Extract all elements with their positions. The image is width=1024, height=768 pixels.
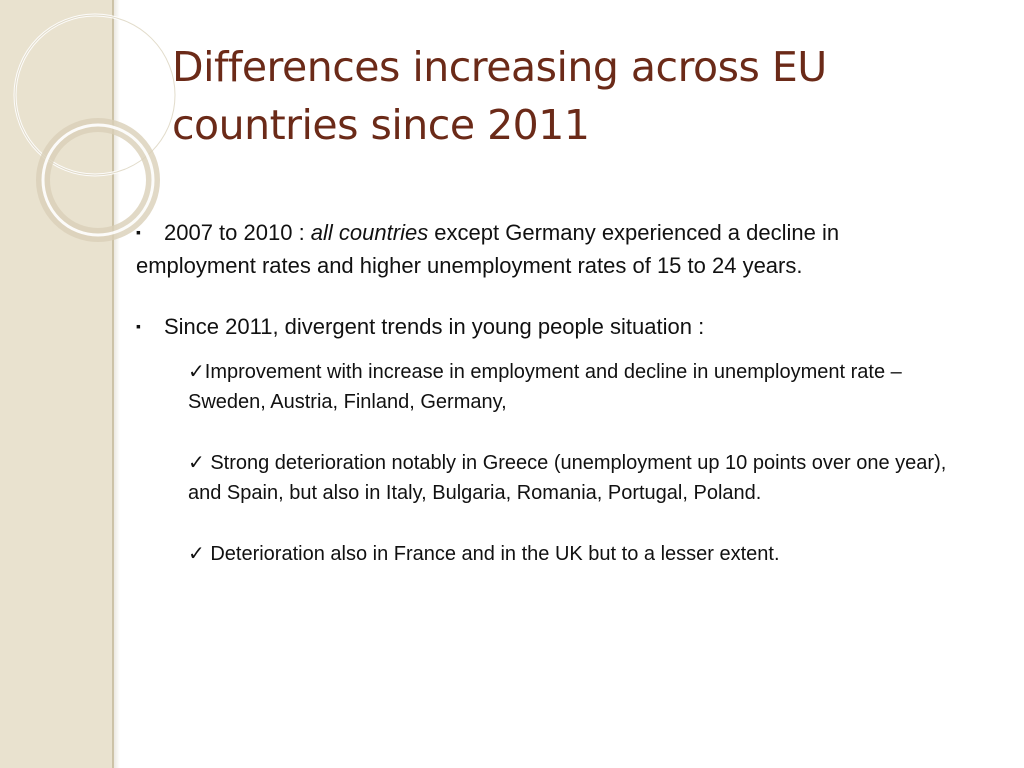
sub-list-item xyxy=(188,357,956,417)
bullet-prefix: 2007 to 2010 : xyxy=(164,220,311,245)
sub-list xyxy=(188,357,956,569)
sub-item-text: Strong deterioration notably in Greece (unemployment up 10 points over one year), and Spain, but also in Italy, Bulgaria, Romania, Portugal, Poland. xyxy=(188,452,947,504)
checkmark-icon: ✓ xyxy=(188,543,205,565)
bullet-emphasis: all countries xyxy=(310,220,429,245)
bullet-text: except Germany experienced a decline in employment rates and higher unemployment rates of 15 to 24 years. xyxy=(136,220,840,278)
square-bullet-icon: ▪ xyxy=(136,318,141,334)
sub-item-text: Deterioration also in France and in the UK but to a lesser extent. xyxy=(204,543,780,565)
sub-item-text: Improvement with increase in employment and decline in unemployment rate – Sweden, Austria, Finland, Germany, xyxy=(188,361,902,413)
checkmark-icon: ✓ xyxy=(188,361,205,383)
sub-list-item xyxy=(188,539,956,569)
bullet-item xyxy=(136,310,956,343)
slide-body xyxy=(136,216,956,600)
bullet-item xyxy=(136,216,956,282)
slide-title-line2: countries since 2011 xyxy=(172,101,590,149)
checkmark-icon: ✓ xyxy=(188,452,205,474)
slide-title-line1: Differences increasing across EU xyxy=(172,43,827,91)
square-bullet-icon: ▪ xyxy=(136,224,141,240)
slide-title xyxy=(172,38,972,154)
sub-list-item xyxy=(188,448,956,508)
bullet-text: Since 2011, divergent trends in young people situation : xyxy=(164,314,705,339)
